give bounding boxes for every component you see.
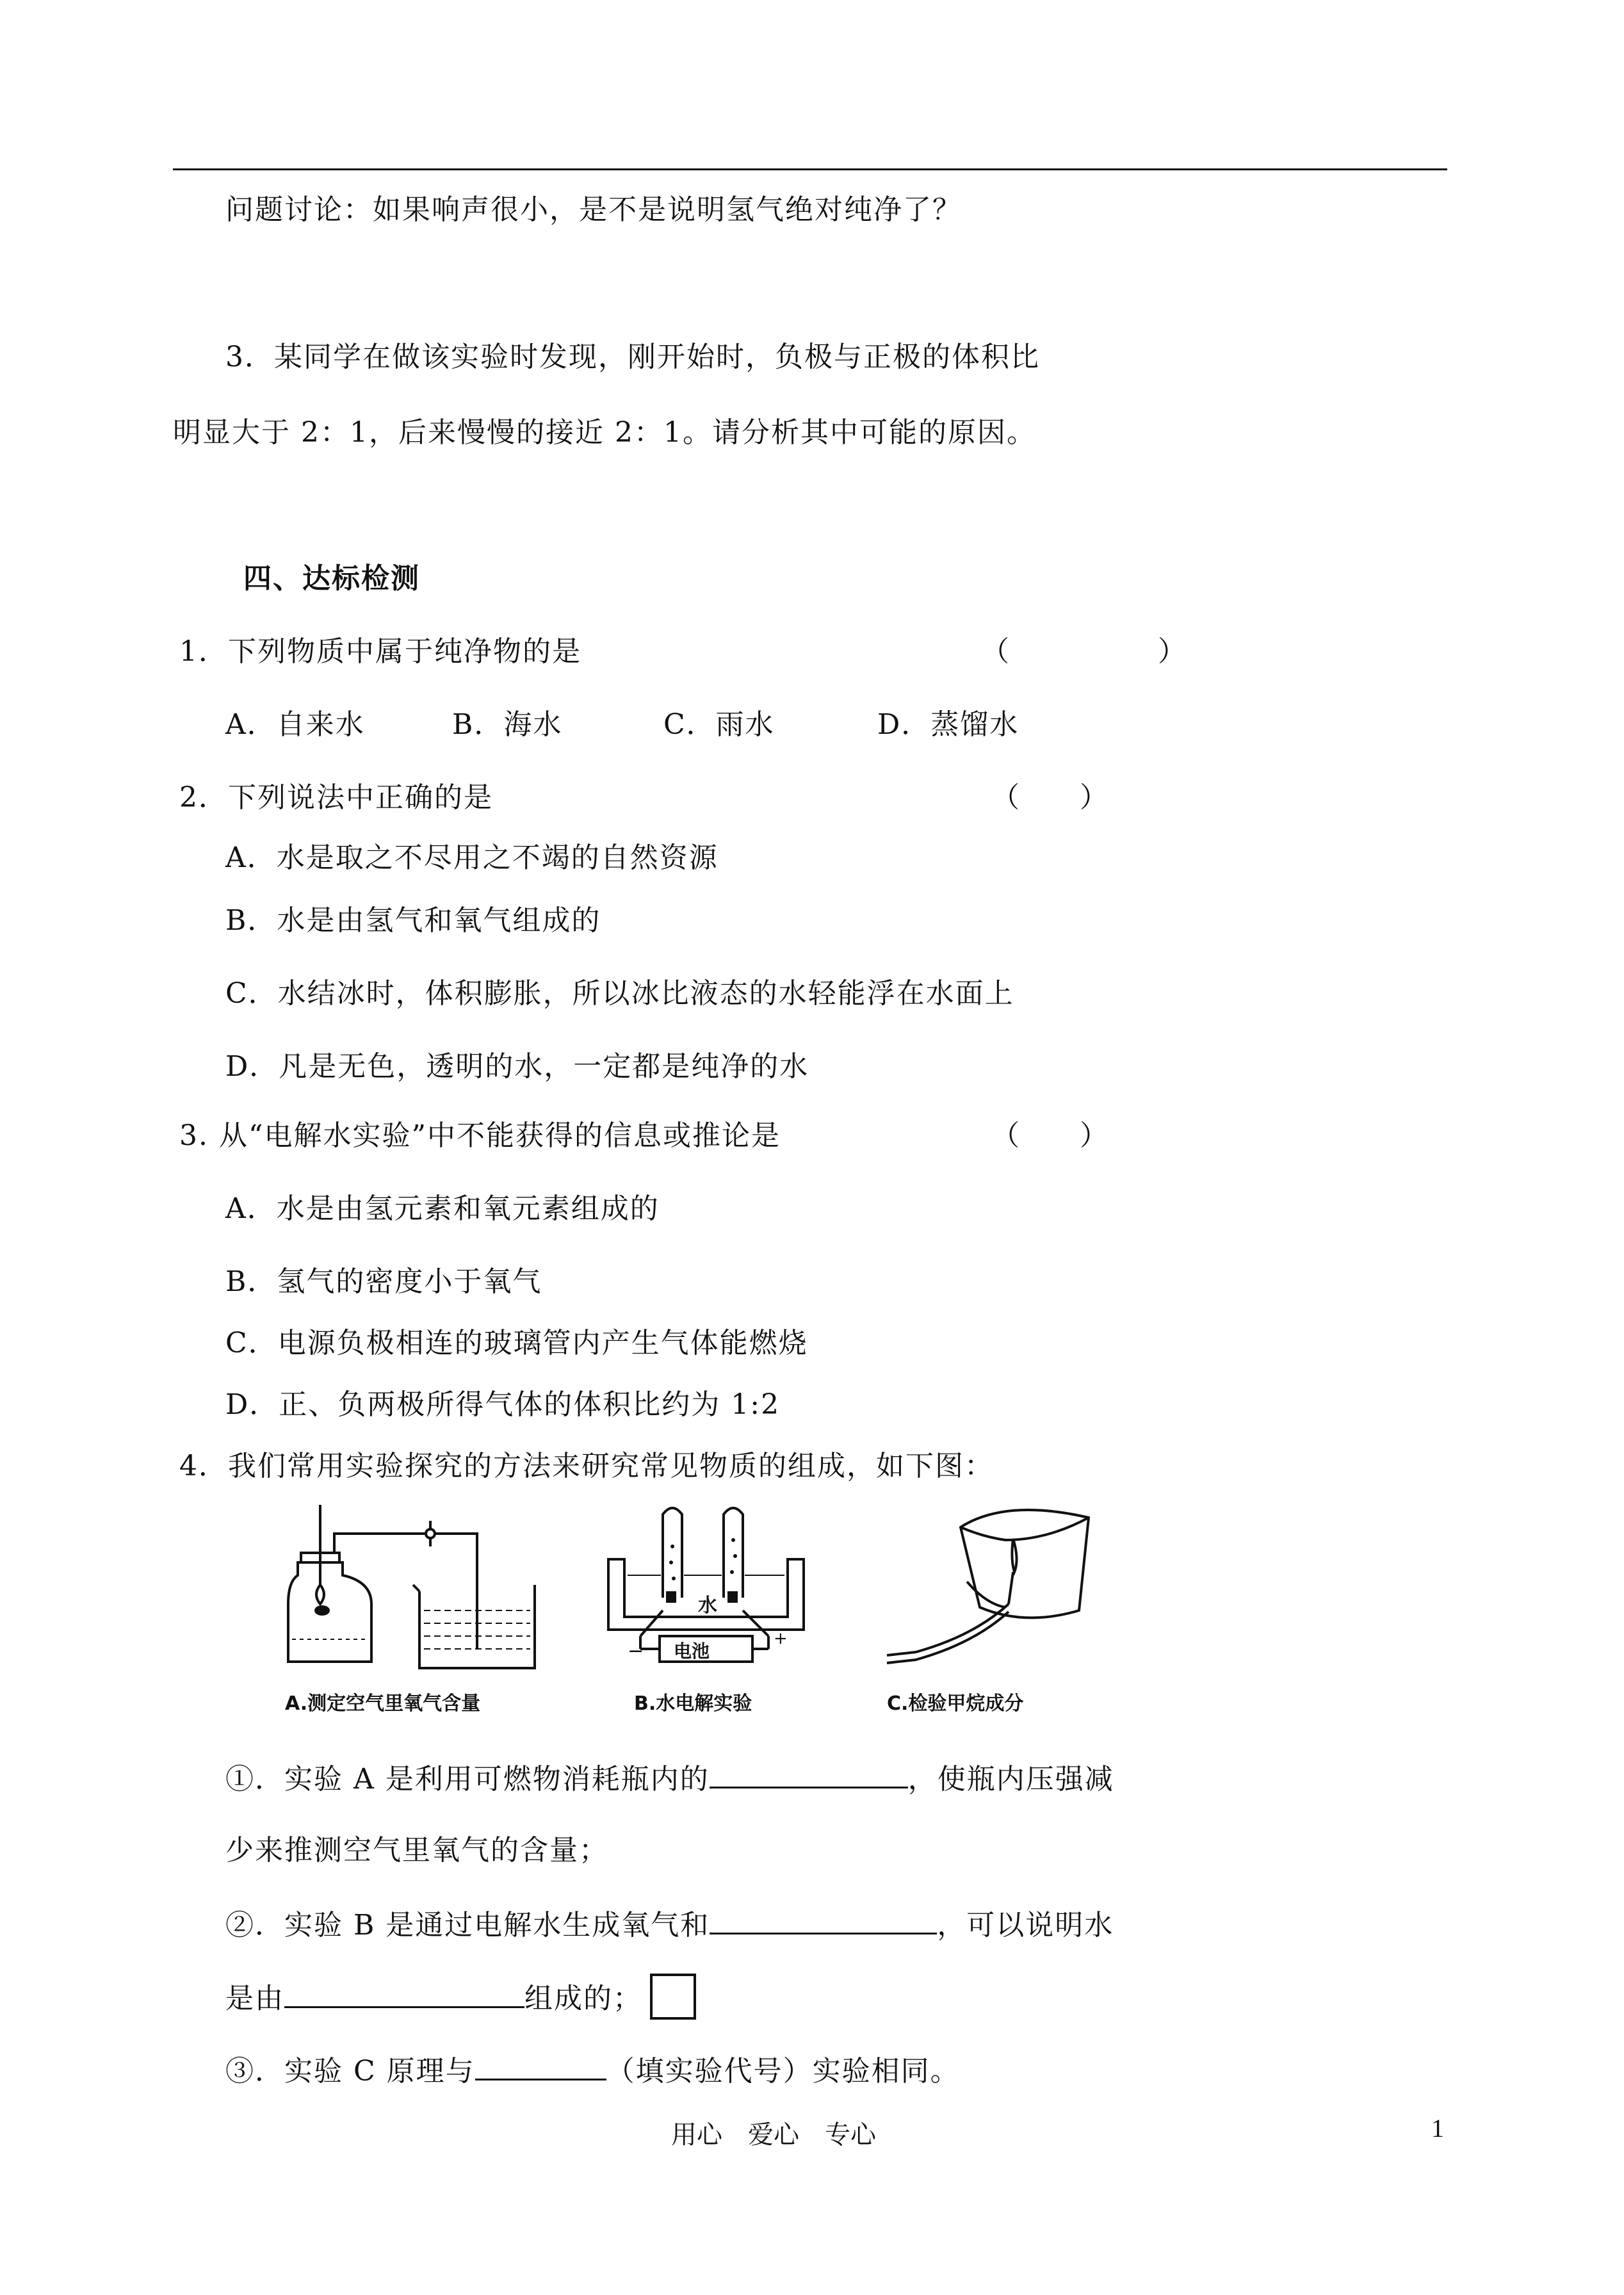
q3-option-b: B．氢气的密度小于氧气 xyxy=(225,1265,542,1298)
q4-item3-line xyxy=(225,2050,960,2089)
q4-item1-line2: 少来推测空气里氧气的含量； xyxy=(225,1834,608,1867)
q1-option-c: C．雨水 xyxy=(663,708,775,741)
figure-b-minus: − xyxy=(628,1640,644,1662)
q4-item1-line1 xyxy=(225,1758,1114,1797)
q3-mc-stem: 3. 从“电解水实验”中不能获得的信息或推论是 xyxy=(179,1119,781,1152)
figure-b-apparatus xyxy=(602,1502,813,1684)
q3-option-c: C．电源负极相连的玻璃管内产生气体能燃烧 xyxy=(225,1327,808,1359)
q2-option-a: A．水是取之不尽用之不竭的自然资源 xyxy=(225,841,719,874)
q4-item1-prefix: ①．实验 A 是利用可燃物消耗瓶内的 xyxy=(225,1763,710,1796)
q2-option-d: D．凡是无色，透明的水，一定都是纯净的水 xyxy=(225,1050,809,1083)
figure-b-water-label: 水 xyxy=(698,1594,717,1617)
q4-item2-line1 xyxy=(225,1904,1114,1943)
header-rule xyxy=(173,168,1447,170)
q2-option-c: C．水结冰时，体积膨胀，所以冰比液态的水轻能浮在水面上 xyxy=(225,977,1014,1010)
q4-item2-suffix: ，可以说明水 xyxy=(937,1909,1114,1942)
figure-c-apparatus xyxy=(877,1502,1108,1684)
figure-b-plus: + xyxy=(774,1629,788,1648)
q4-item2-suffix2: 组成的； xyxy=(524,1982,642,2015)
q4-stem: 4．我们常用实验探究的方法来研究常见物质的组成，如下图： xyxy=(179,1450,994,1482)
page-number: 1 xyxy=(1431,2114,1444,2143)
q4-answer-blank-4[interactable] xyxy=(475,2050,606,2080)
q1-option-d: D．蒸馏水 xyxy=(877,708,1019,741)
figure-a-apparatus xyxy=(275,1502,551,1684)
figure-b-caption: B.水电解实验 xyxy=(634,1692,752,1715)
q2-option-b: B．水是由氢气和氧气组成的 xyxy=(225,904,601,937)
q3-text-line1: 3．某同学在做该实验时发现，刚开始时，负极与正极的体积比 xyxy=(225,341,1040,373)
discussion-question: 问题讨论：如果响声很小，是不是说明氢气绝对纯净了？ xyxy=(225,193,962,226)
q1-option-b: B．海水 xyxy=(452,708,563,741)
q4-item1-suffix: ，使瓶内压强减 xyxy=(907,1763,1114,1796)
q4-item2-line2 xyxy=(225,1977,696,2023)
q3-mc-answer-paren: （ ） xyxy=(991,1119,1109,1152)
footer-motto: 用心 爱心 专心 xyxy=(671,2120,876,2150)
q3-option-a: A．水是由氢元素和氧元素组成的 xyxy=(225,1192,660,1225)
q2-stem: 2．下列说法中正确的是 xyxy=(179,781,493,814)
figure-a-caption: A.测定空气里氧气含量 xyxy=(285,1692,481,1715)
q4-item2-prefix2: 是由 xyxy=(225,1982,284,2015)
q4-item3-prefix: ③．实验 C 原理与 xyxy=(225,2055,475,2088)
q4-answer-blank-3[interactable] xyxy=(284,1978,524,2008)
q4-answer-blank-1[interactable] xyxy=(710,1758,908,1788)
q4-item3-suffix: （填实验代号）实验相同。 xyxy=(606,2055,960,2088)
q3-text-line2: 明显大于 2：1，后来慢慢的接近 2：1。请分析其中可能的原因。 xyxy=(173,416,1036,449)
q2-answer-paren: （ ） xyxy=(991,781,1109,814)
section-title: 四、达标检测 xyxy=(243,562,420,595)
figure-b-battery-label: 电池 xyxy=(674,1641,710,1662)
figure-c-caption: C.检验甲烷成分 xyxy=(887,1692,1024,1715)
q1-answer-paren: （ ） xyxy=(981,635,1187,668)
q4-item2-prefix: ②．实验 B 是通过电解水生成氧气和 xyxy=(225,1909,710,1942)
q3-option-d: D．正、负两极所得气体的体积比约为 1:2 xyxy=(225,1388,781,1421)
q1-stem: 1．下列物质中属于纯净物的是 xyxy=(179,635,581,668)
q4-answer-blank-2[interactable] xyxy=(710,1904,937,1934)
q1-option-a: A．自来水 xyxy=(225,708,365,741)
checkbox-square[interactable] xyxy=(650,1974,696,2020)
